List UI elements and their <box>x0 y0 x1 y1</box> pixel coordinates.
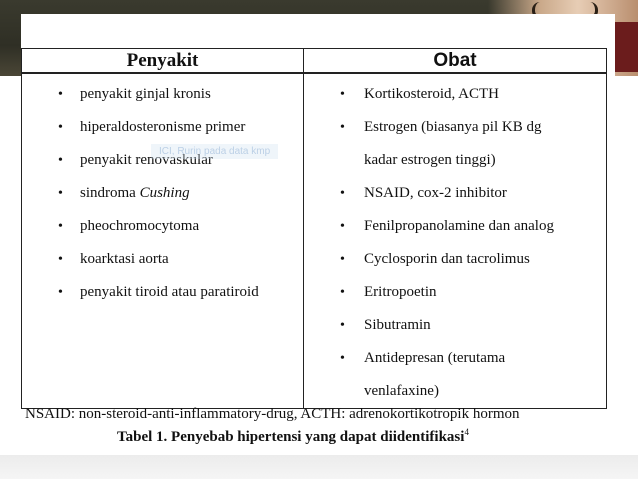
penyakit-column <box>22 73 304 409</box>
obat-item-text: Estrogen (biasanya pil KB dg <box>364 119 542 135</box>
obat-item <box>304 342 606 408</box>
caption-reference: 4 <box>464 427 469 437</box>
obat-item <box>304 111 606 177</box>
penyakit-item <box>22 243 303 276</box>
watermark-text: ICI, Rurin pada data kmp <box>151 144 278 159</box>
bullet-icon: • <box>340 351 345 366</box>
penyakit-item-text: penyakit tiroid atau paratiroid <box>80 284 259 300</box>
bullet-icon: • <box>58 219 63 234</box>
bullet-icon: • <box>340 252 345 267</box>
obat-item-text: Kortikosteroid, ACTH <box>364 86 499 102</box>
slide-bottom-band <box>0 455 638 479</box>
bullet-icon: • <box>340 318 345 333</box>
penyakit-item-text: koarktasi aorta <box>80 251 169 267</box>
obat-item-continuation: kadar estrogen tinggi) <box>364 152 496 168</box>
obat-item <box>304 210 606 243</box>
table-caption <box>117 427 607 446</box>
penyakit-list <box>22 74 303 309</box>
obat-item-text: Cyclosporin dan tacrolimus <box>364 251 530 267</box>
penyakit-item <box>22 78 303 111</box>
obat-column <box>304 73 607 409</box>
caption-text: Tabel 1. Penyebab hipertensi yang dapat diidentifikasi <box>117 429 465 445</box>
bullet-icon: • <box>58 186 63 201</box>
obat-item-text: NSAID, cox-2 inhibitor <box>364 185 507 201</box>
table-footnote: NSAID: non-steroid-anti-inflammatory-drug, ACTH: adrenokortikotropik hormon <box>25 406 520 422</box>
obat-item-text: Eritropoetin <box>364 284 437 300</box>
bullet-icon: • <box>58 153 63 168</box>
obat-item <box>304 309 606 342</box>
bullet-icon: • <box>58 87 63 102</box>
obat-item-text: Sibutramin <box>364 317 431 333</box>
penyakit-item-text: penyakit renovaskular <box>80 152 213 168</box>
obat-item <box>304 243 606 276</box>
bullet-icon: • <box>58 285 63 300</box>
obat-item <box>304 276 606 309</box>
penyakit-item-text: hiperaldosteronisme primer <box>80 119 246 135</box>
bullet-icon: • <box>340 87 345 102</box>
penyakit-item <box>22 111 303 144</box>
obat-item-continuation: venlafaxine) <box>364 383 439 399</box>
obat-item-text: Antidepresan (terutama <box>364 350 506 366</box>
penyakit-item <box>22 177 303 210</box>
bullet-icon: • <box>58 120 63 135</box>
penyakit-item-text: penyakit ginjal kronis <box>80 86 211 102</box>
penyakit-item-text: sindroma <box>80 185 140 201</box>
bullet-icon: • <box>340 285 345 300</box>
cause-table <box>21 48 607 409</box>
bullet-icon: • <box>340 186 345 201</box>
penyakit-item-italic-text: Cushing <box>139 185 190 201</box>
header-obat: Obat <box>304 49 607 74</box>
obat-item <box>304 177 606 210</box>
obat-item-text: Fenilpropanolamine dan analog <box>364 218 554 234</box>
bullet-icon: • <box>340 120 345 135</box>
obat-list <box>304 74 606 408</box>
bullet-icon: • <box>58 252 63 267</box>
obat-item <box>304 78 606 111</box>
penyakit-item <box>22 210 303 243</box>
bullet-icon: • <box>340 219 345 234</box>
slide-content <box>21 14 615 455</box>
penyakit-item <box>22 276 303 309</box>
penyakit-item-text: pheochromocytoma <box>80 218 200 234</box>
header-penyakit: Penyakit <box>22 49 304 74</box>
